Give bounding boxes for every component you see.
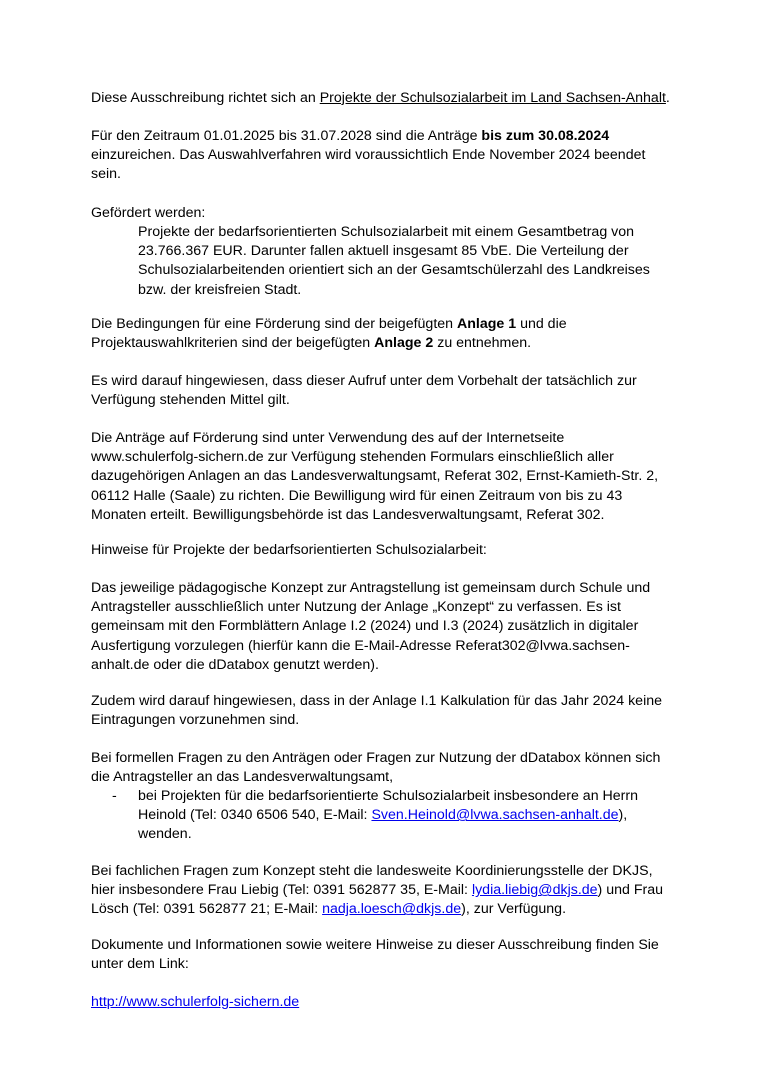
funded-details (138, 223, 698, 300)
deadline-line-3: sein. (91, 166, 121, 183)
conditions-text: Projektauswahlkriterien sind der beigefügten (91, 335, 375, 352)
contact-line: bei Projekten für die bedarfsorientierte Schulsozialarbeit insbesondere an Herrn (138, 788, 638, 804)
conditions-paragraph (91, 315, 691, 353)
concept-line: Das jeweilige pädagogische Konzept zur Antragstellung ist gemeinsam durch Schule und (91, 580, 651, 596)
concept-line: anhalt.de oder die dDatabox genutzt werden). (91, 656, 379, 673)
concept-line: gemeinsam mit den Formblättern Anlage I.2 (2024) und I.3 (2024) zusätzlich in digitaler (91, 618, 639, 635)
contact-line (138, 806, 658, 825)
calculation-paragraph (91, 692, 691, 730)
funded-line: Schulsozialarbeitenden orientiert sich an der Gesamtschülerzahl des Landkreises (138, 262, 650, 279)
contact-end: ), (618, 807, 628, 824)
reservation-line: Es wird darauf hingewiesen, dass dieser Aufruf unter dem Vorbehalt der tatsächlich zur (91, 373, 637, 389)
heinold-email-link[interactable]: Sven.Heinold@lvwa.sachsen-anhalt.de (371, 807, 619, 824)
contact-line: wenden. (138, 826, 192, 843)
intro-end: . (665, 90, 670, 106)
application-paragraph (91, 429, 691, 525)
loesch-text: Lösch (Tel: 0391 562877 21; E-Mail: (91, 901, 323, 918)
notes-heading: Hinweise für Projekte der bedarfsorientierten Schulsozialarbeit: (91, 542, 487, 558)
liebig-text: hier insbesondere Frau Liebig (Tel: 0391 562877 35, E-Mail: (91, 882, 472, 899)
deadline-paragraph (91, 127, 691, 185)
documents-paragraph (91, 936, 691, 974)
liebig-email-link[interactable]: lydia.liebig@dkjs.de (471, 882, 598, 899)
conditions-text: zu entnehmen. (433, 335, 532, 352)
annex-1-label: Anlage 1 (456, 316, 517, 332)
deadline-text: Für den Zeitraum 01.01.2025 bis 31.07.2028 sind die Anträge (91, 128, 482, 144)
application-line: Die Anträge auf Förderung sind unter Verwendung des auf der Internetseite (91, 430, 565, 446)
documents-line: Dokumente und Informationen sowie weitere Hinweise zu dieser Ausschreibung finden Sie (91, 937, 659, 953)
formal-questions-line: Bei formellen Fragen zu den Anträgen oder Fragen zur Nutzung der dDatabox können sich (91, 750, 661, 766)
concept-line: Ausfertigung vorzulegen (hierfür kann die E-Mail-Adresse Referat302@lvwa.sachsen- (91, 637, 630, 654)
concept-line: Antragsteller ausschließlich unter Nutzung der Anlage „Konzept“ zu verfassen. Es ist (91, 599, 621, 616)
loesch-email-link[interactable]: nadja.loesch@dkjs.de (322, 901, 462, 918)
loesch-end: ), zur Verfügung. (461, 901, 567, 918)
documents-line: unter dem Link: (91, 956, 189, 973)
contact-phone-text: Heinold (Tel: 0340 6506 540, E-Mail: (138, 807, 372, 824)
professional-questions-paragraph (91, 862, 691, 920)
professional-line (91, 881, 691, 900)
formal-questions-paragraph (91, 749, 691, 787)
professional-line: Bei fachlichen Fragen zum Konzept steht die landesweite Koordinierungsstelle der DKJS, (91, 863, 653, 879)
conditions-text: Die Bedingungen für eine Förderung sind der beigefügten (91, 316, 457, 332)
deadline-date: bis zum 30.08.2024 (481, 128, 610, 144)
application-line: Monaten erteilt. Bewilligungsbehörde ist das Landesverwaltungsamt, Referat 302. (91, 506, 605, 523)
website-link[interactable]: http://www.schulerfolg-sichern.de (91, 994, 300, 1010)
funded-line: 23.766.367 EUR. Darunter fallen aktuell insgesamt 85 VbE. Die Verteilung der (138, 243, 629, 260)
reservation-paragraph (91, 372, 691, 410)
concept-paragraph (91, 579, 691, 675)
annex-2-label: Anlage 2 (374, 335, 434, 352)
conditions-line-2 (91, 334, 691, 353)
intro-text: Diese Ausschreibung richtet sich an (91, 90, 320, 106)
conditions-text: und die (516, 316, 567, 332)
professional-line (91, 900, 691, 919)
contact-text (138, 787, 658, 845)
application-line: www.schulerfolg-sichern.de zur Verfügung stehenden Formulars einschließlich aller (91, 449, 614, 466)
intro-paragraph (91, 89, 691, 108)
application-line: 06112 Halle (Saale) zu richten. Die Bewilligung wird für einen Zeitraum von bis zu 43 (91, 487, 623, 504)
calculation-line: Zudem wird darauf hingewiesen, dass in der Anlage I.1 Kalkulation für das Jahr 2024 keine (91, 693, 662, 709)
application-line: dazugehörigen Anlagen an das Landesverwaltungsamt, Referat 302, Ernst-Kamieth-Str. 2, (91, 468, 659, 485)
website-link-line (91, 993, 691, 1012)
deadline-line-1 (91, 127, 691, 146)
funded-heading: Gefördert werden: (91, 205, 206, 221)
dash-bullet: - (112, 788, 117, 804)
liebig-end: ) und Frau (597, 882, 663, 899)
formal-questions-line: die Antragsteller an das Landesverwaltungsamt, (91, 769, 394, 786)
funded-line: bzw. der kreisfreien Stadt. (138, 281, 302, 298)
reservation-line: Verfügung stehenden Mittel gilt. (91, 392, 290, 409)
calculation-line: Eintragungen vorzunehmen sind. (91, 712, 300, 729)
projects-reference: Projekte der Schulsozialarbeit im Land Sachsen-Anhalt (319, 90, 666, 106)
funded-line: Projekte der bedarfsorientierten Schulsozialarbeit mit einem Gesamtbetrag von (138, 224, 635, 240)
deadline-line-2: einzureichen. Das Auswahlverfahren wird voraussichtlich Ende November 2024 beendet (91, 147, 646, 164)
conditions-line-1 (91, 315, 691, 334)
